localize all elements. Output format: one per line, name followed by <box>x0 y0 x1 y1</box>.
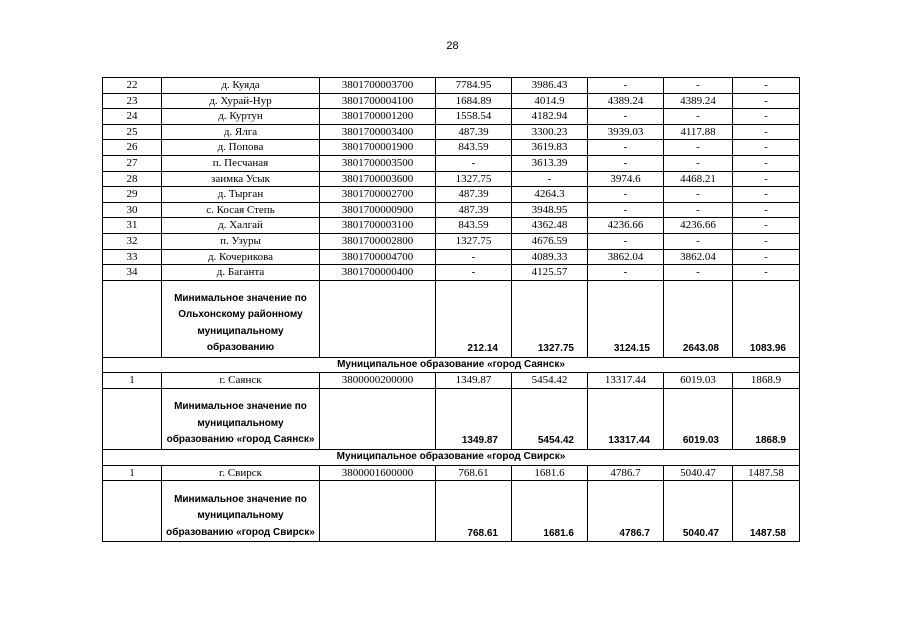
settlement-code: 3801700004700 <box>320 249 436 265</box>
value-5: - <box>733 78 800 94</box>
minimum-row <box>103 481 800 542</box>
settlement-code: 3801700002800 <box>320 233 436 249</box>
value-5: - <box>733 155 800 171</box>
row-number: 29 <box>103 187 162 203</box>
settlement-code: 3801700001900 <box>320 140 436 156</box>
value-4: 4236.66 <box>664 218 733 234</box>
value-2: 3619.83 <box>512 140 588 156</box>
value-4: - <box>664 109 733 125</box>
value-3: 4236.66 <box>588 218 664 234</box>
empty-cell <box>103 280 162 357</box>
minimum-value-1: 768.61 <box>436 481 512 542</box>
settlement-name: д. Хурай-Нур <box>162 93 320 109</box>
value-4: 5040.47 <box>664 465 733 481</box>
value-4: 4117.88 <box>664 124 733 140</box>
value-5: - <box>733 265 800 281</box>
table-row <box>103 155 800 171</box>
settlement-code: 3801700004100 <box>320 93 436 109</box>
minimum-row <box>103 280 800 357</box>
settlement-code: 3801700003100 <box>320 218 436 234</box>
row-number: 32 <box>103 233 162 249</box>
settlement-name: д. Тырган <box>162 187 320 203</box>
minimum-value-2: 1327.75 <box>512 280 588 357</box>
value-1: 487.39 <box>436 202 512 218</box>
value-1: 487.39 <box>436 124 512 140</box>
table-row <box>103 249 800 265</box>
value-2: 3986.43 <box>512 78 588 94</box>
minimum-label: Минимальное значение по Ольхонскому районному муниципальному образованию <box>162 280 320 357</box>
value-4: - <box>664 202 733 218</box>
value-4: - <box>664 78 733 94</box>
settlement-name: г. Саянск <box>162 373 320 389</box>
empty-cell <box>320 388 436 449</box>
settlement-name: д. Куртун <box>162 109 320 125</box>
settlement-code: 3801700003600 <box>320 171 436 187</box>
settlement-code: 3801700002700 <box>320 187 436 203</box>
empty-cell <box>103 481 162 542</box>
value-5: - <box>733 187 800 203</box>
value-1: 768.61 <box>436 465 512 481</box>
minimum-value-1: 1349.87 <box>436 388 512 449</box>
settlement-code: 3801700003400 <box>320 124 436 140</box>
settlement-name: заимка Усык <box>162 171 320 187</box>
settlement-code: 3801700003700 <box>320 78 436 94</box>
value-1: - <box>436 249 512 265</box>
value-1: - <box>436 265 512 281</box>
value-5: 1868.9 <box>733 373 800 389</box>
table-row <box>103 265 800 281</box>
value-1: - <box>436 155 512 171</box>
value-4: - <box>664 155 733 171</box>
section-header-row <box>103 357 800 373</box>
value-3: 3974.6 <box>588 171 664 187</box>
settlement-name: г. Свирск <box>162 465 320 481</box>
settlement-code: 3801700003500 <box>320 155 436 171</box>
value-4: - <box>664 265 733 281</box>
value-1: 843.59 <box>436 140 512 156</box>
minimum-row <box>103 388 800 449</box>
value-3: - <box>588 155 664 171</box>
empty-cell <box>320 481 436 542</box>
value-4: 3862.04 <box>664 249 733 265</box>
value-2: 4362.48 <box>512 218 588 234</box>
minimum-value-2: 5454.42 <box>512 388 588 449</box>
row-number: 34 <box>103 265 162 281</box>
value-4: - <box>664 233 733 249</box>
value-3: - <box>588 78 664 94</box>
table-row <box>103 202 800 218</box>
value-5: - <box>733 140 800 156</box>
minimum-value-4: 2643.08 <box>664 280 733 357</box>
table-row <box>103 218 800 234</box>
value-5: - <box>733 93 800 109</box>
minimum-value-2: 1681.6 <box>512 481 588 542</box>
table-row <box>103 109 800 125</box>
value-1: 7784.95 <box>436 78 512 94</box>
value-1: 843.59 <box>436 218 512 234</box>
value-2: 5454.42 <box>512 373 588 389</box>
table-row <box>103 373 800 389</box>
row-number: 25 <box>103 124 162 140</box>
tariff-table <box>102 77 800 542</box>
value-3: - <box>588 140 664 156</box>
minimum-label: Минимальное значение по муниципальному образованию «город Саянск» <box>162 388 320 449</box>
minimum-value-4: 6019.03 <box>664 388 733 449</box>
value-4: 4389.24 <box>664 93 733 109</box>
table-row <box>103 465 800 481</box>
table-row <box>103 171 800 187</box>
minimum-value-5: 1487.58 <box>733 481 800 542</box>
value-1: 1327.75 <box>436 233 512 249</box>
row-number: 26 <box>103 140 162 156</box>
value-2: - <box>512 171 588 187</box>
table-row <box>103 140 800 156</box>
minimum-value-4: 5040.47 <box>664 481 733 542</box>
settlement-code: 3801700000900 <box>320 202 436 218</box>
minimum-value-3: 4786.7 <box>588 481 664 542</box>
value-1: 1349.87 <box>436 373 512 389</box>
value-2: 1681.6 <box>512 465 588 481</box>
value-5: 1487.58 <box>733 465 800 481</box>
row-number: 23 <box>103 93 162 109</box>
row-number: 28 <box>103 171 162 187</box>
value-2: 4089.33 <box>512 249 588 265</box>
row-number: 27 <box>103 155 162 171</box>
row-number: 24 <box>103 109 162 125</box>
value-5: - <box>733 124 800 140</box>
table-row <box>103 78 800 94</box>
minimum-label: Минимальное значение по муниципальному образованию «город Свирск» <box>162 481 320 542</box>
value-3: 3862.04 <box>588 249 664 265</box>
settlement-name: с. Косая Степь <box>162 202 320 218</box>
settlement-name: д. Ялга <box>162 124 320 140</box>
table-row <box>103 124 800 140</box>
value-2: 4014.9 <box>512 93 588 109</box>
settlement-name: п. Песчаная <box>162 155 320 171</box>
value-5: - <box>733 218 800 234</box>
value-4: - <box>664 187 733 203</box>
value-3: - <box>588 233 664 249</box>
minimum-value-3: 3124.15 <box>588 280 664 357</box>
row-number: 1 <box>103 373 162 389</box>
value-1: 487.39 <box>436 187 512 203</box>
value-5: - <box>733 202 800 218</box>
row-number: 31 <box>103 218 162 234</box>
value-3: - <box>588 202 664 218</box>
settlement-code: 3800000200000 <box>320 373 436 389</box>
value-5: - <box>733 109 800 125</box>
value-3: - <box>588 187 664 203</box>
value-2: 4182.94 <box>512 109 588 125</box>
value-5: - <box>733 171 800 187</box>
value-4: - <box>664 140 733 156</box>
value-3: 3939.03 <box>588 124 664 140</box>
value-2: 3948.95 <box>512 202 588 218</box>
value-2: 4125.57 <box>512 265 588 281</box>
empty-cell <box>320 280 436 357</box>
section-header-row <box>103 449 800 465</box>
table-row <box>103 187 800 203</box>
settlement-code: 3800001600000 <box>320 465 436 481</box>
settlement-name: д. Халгай <box>162 218 320 234</box>
row-number: 1 <box>103 465 162 481</box>
value-1: 1327.75 <box>436 171 512 187</box>
row-number: 22 <box>103 78 162 94</box>
settlement-code: 3801700000400 <box>320 265 436 281</box>
table-row <box>103 93 800 109</box>
section-header: Муниципальное образование «город Саянск» <box>103 357 800 373</box>
minimum-value-3: 13317.44 <box>588 388 664 449</box>
settlement-name: д. Кочерикова <box>162 249 320 265</box>
value-2: 3300.23 <box>512 124 588 140</box>
value-4: 6019.03 <box>664 373 733 389</box>
empty-cell <box>103 388 162 449</box>
table-row <box>103 233 800 249</box>
value-2: 3613.39 <box>512 155 588 171</box>
minimum-value-5: 1868.9 <box>733 388 800 449</box>
value-3: 13317.44 <box>588 373 664 389</box>
value-3: 4389.24 <box>588 93 664 109</box>
settlement-name: д. Попова <box>162 140 320 156</box>
settlement-code: 3801700001200 <box>320 109 436 125</box>
minimum-value-5: 1083.96 <box>733 280 800 357</box>
value-2: 4264.3 <box>512 187 588 203</box>
value-3: 4786.7 <box>588 465 664 481</box>
row-number: 30 <box>103 202 162 218</box>
section-header: Муниципальное образование «город Свирск» <box>103 449 800 465</box>
page-number: 28 <box>446 40 459 52</box>
row-number: 33 <box>103 249 162 265</box>
value-4: 4468.21 <box>664 171 733 187</box>
settlement-name: п. Узуры <box>162 233 320 249</box>
value-5: - <box>733 233 800 249</box>
value-3: - <box>588 265 664 281</box>
table-body <box>103 78 800 542</box>
value-1: 1558.54 <box>436 109 512 125</box>
settlement-name: д. Куяда <box>162 78 320 94</box>
settlement-name: д. Баганта <box>162 265 320 281</box>
value-1: 1684.89 <box>436 93 512 109</box>
minimum-value-1: 212.14 <box>436 280 512 357</box>
value-2: 4676.59 <box>512 233 588 249</box>
value-5: - <box>733 249 800 265</box>
value-3: - <box>588 109 664 125</box>
